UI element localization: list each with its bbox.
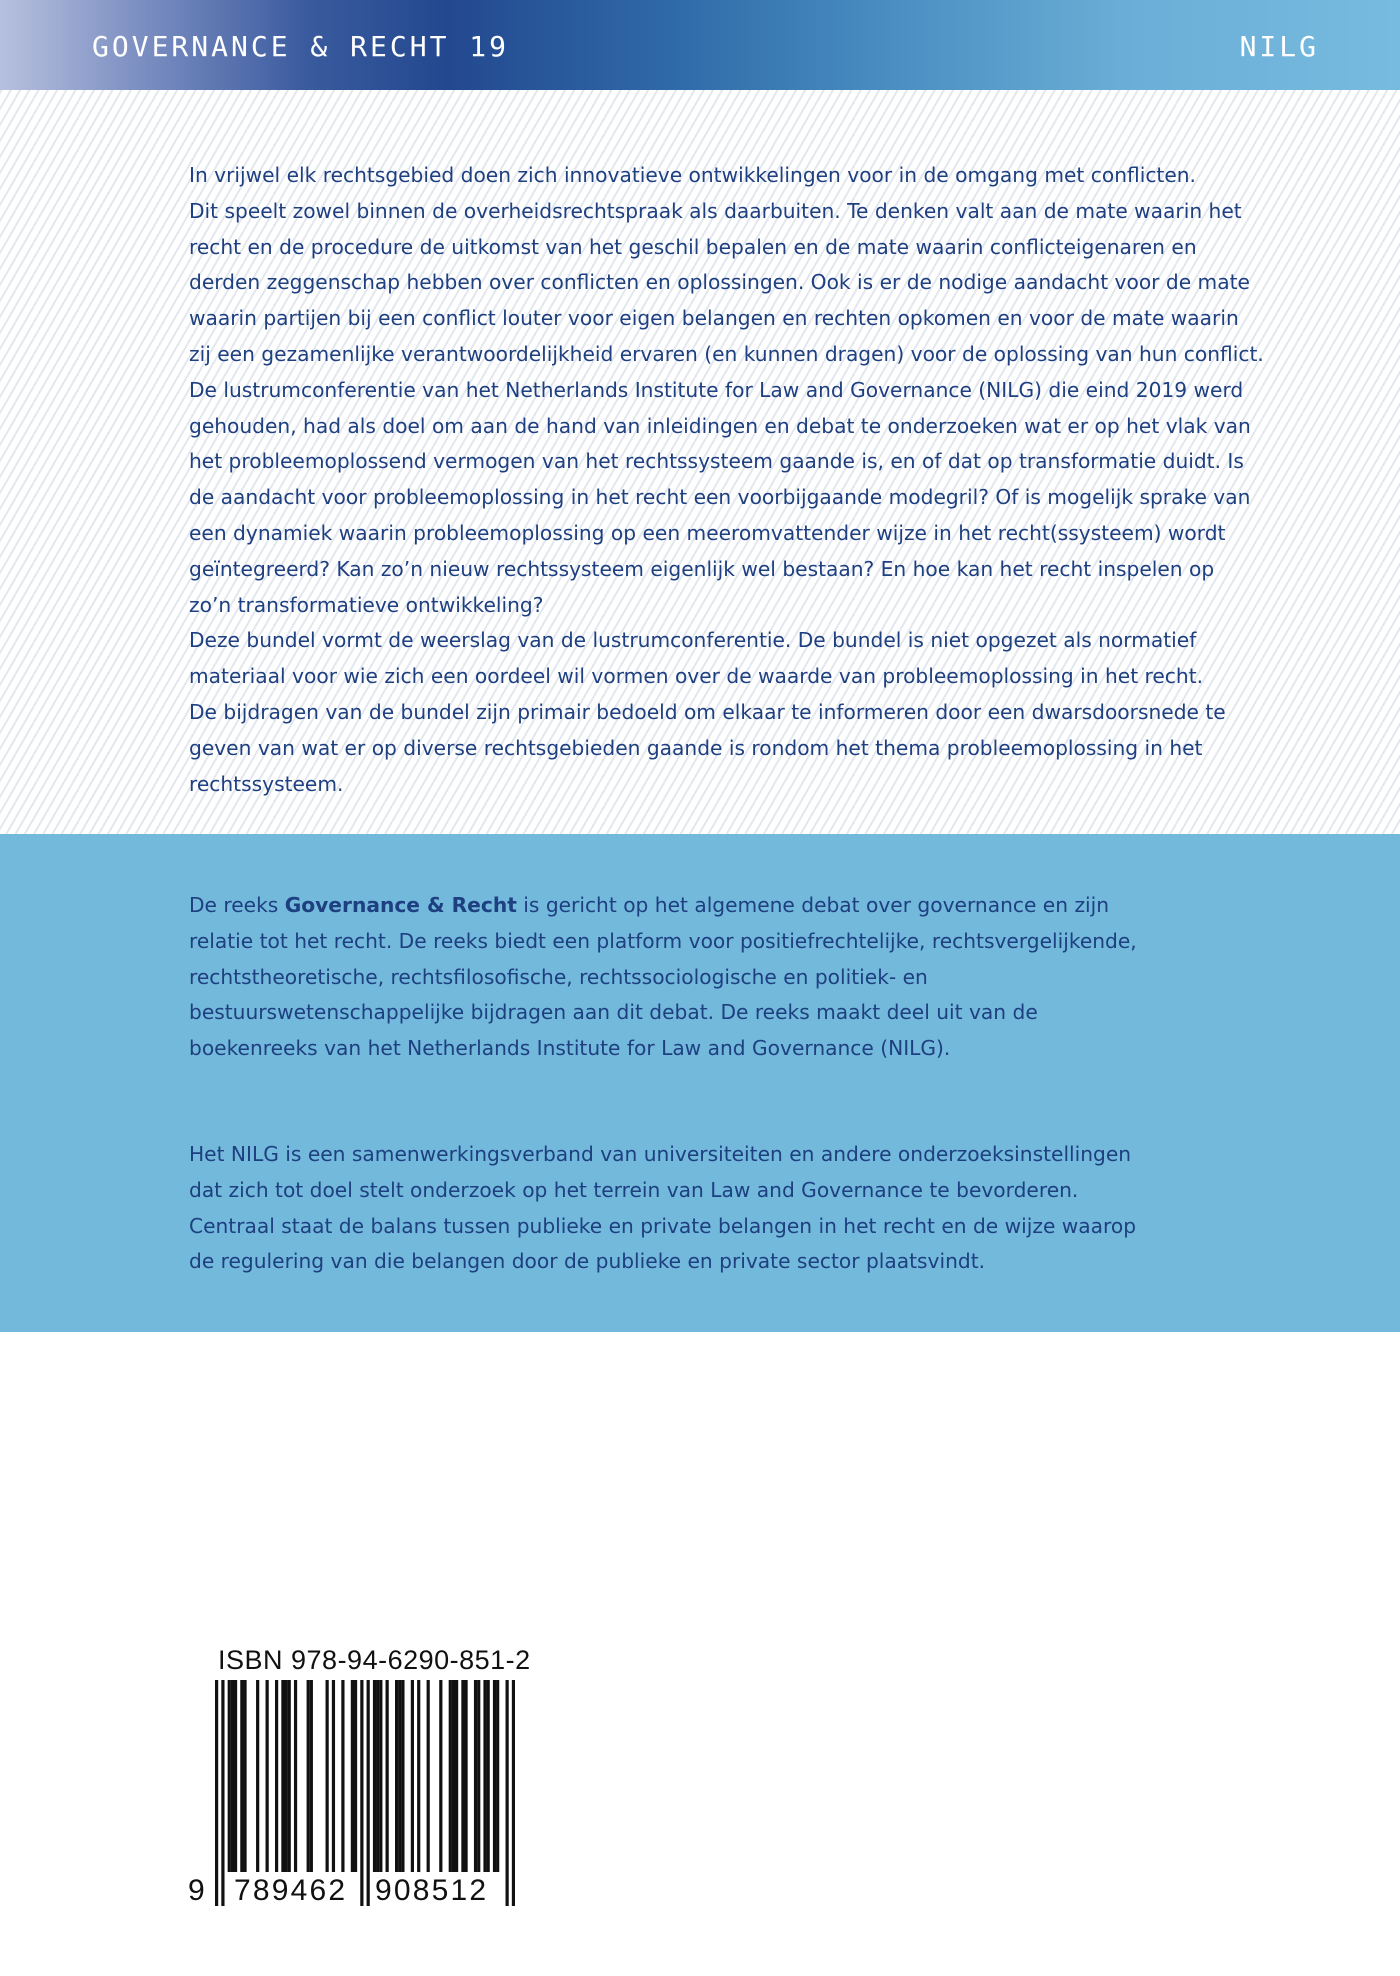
barcode-bar <box>332 1680 335 1872</box>
series-first-line-rest: is gericht op het algemene debat over governance en zijn <box>516 893 1110 917</box>
barcode-bar <box>284 1680 287 1872</box>
intro-line: materiaal voor wie zich een oordeel wil vormen over de waarde van probleemoplossing in het recht. <box>189 664 1204 689</box>
barcode-guard-bar <box>512 1680 515 1906</box>
barcode-right-group: 908512 <box>375 1874 489 1907</box>
barcode-bar <box>401 1680 404 1872</box>
intro-line: waarin partijen bij een conflict louter voor eigen belangen en rechten opkomen en voor de mate waarin <box>189 306 1239 331</box>
nilg-description-line: Centraal staat de balans tussen publieke en private belangen in het recht en de wijze waarop <box>189 1213 1137 1238</box>
isbn-label: ISBN 978-94-6290-851-2 <box>218 1645 531 1675</box>
nilg-description-line: dat zich tot doel stelt onderzoek op het terrein van Law and Governance te bevorderen. <box>189 1177 1079 1202</box>
barcode-bar <box>395 1680 398 1872</box>
barcode-guard-bar <box>221 1680 224 1906</box>
barcode-bar <box>240 1680 243 1872</box>
publisher-brand: NILG <box>1239 30 1319 63</box>
intro-line: Dit speelt zowel binnen de overheidsrechtspraak als daarbuiten. Te denken valt aan de mate waarin het <box>189 198 1242 223</box>
series-description <box>189 888 1189 1067</box>
intro-line: het probleemoplossend vermogen van het rechtssysteem gaande is, en of dat op transformatie duidt. Is <box>189 449 1244 474</box>
barcode-bar <box>281 1680 284 1872</box>
barcode-bar <box>483 1680 486 1872</box>
barcode-guard-bar <box>506 1680 509 1906</box>
barcode-bar <box>266 1680 269 1872</box>
cover-header-bar <box>0 0 1400 90</box>
barcode-bar <box>449 1680 452 1872</box>
barcode-guard-bar <box>367 1680 370 1906</box>
series-name: Governance & Recht <box>284 893 517 917</box>
intro-line: geïntegreerd? Kan zo’n nieuw rechtssysteem eigenlijk wel bestaan? En hoe kan het recht inspelen op <box>189 556 1215 581</box>
barcode-bar <box>477 1680 480 1872</box>
intro-line: De bijdragen van de bundel zijn primair bedoeld om elkaar te informeren door een dwarsdoorsnede te <box>189 699 1226 724</box>
intro-line: gehouden, had als doel om aan de hand van inleidingen en debat te onderzoeken wat er op het vlak van <box>189 413 1251 438</box>
barcode-guard-bar <box>360 1680 363 1906</box>
intro-line: De lustrumconferentie van het Netherlands Institute for Law and Governance (NILG) die eind 2019 werd <box>189 377 1244 402</box>
barcode-bar <box>474 1680 477 1872</box>
barcode-bar <box>351 1680 354 1872</box>
series-title: GOVERNANCE & RECHT 19 <box>92 30 510 63</box>
series-description-line: boekenreeks van het Netherlands Institute for Law and Governance (NILG). <box>189 1036 951 1061</box>
nilg-description <box>189 1137 1189 1280</box>
barcode-bar <box>417 1680 420 1872</box>
intro-line: geven van wat er op diverse rechtsgebieden gaande is rondom het thema probleemoplossing in het <box>189 735 1203 760</box>
barcode-bar <box>398 1680 401 1872</box>
intro-panel <box>0 90 1400 834</box>
barcode-bar <box>379 1680 382 1872</box>
intro-line: Deze bundel vormt de weerslag van de lustrumconferentie. De bundel is niet opgezet als normatief <box>189 628 1197 653</box>
series-prefix: De reeks <box>189 893 285 917</box>
barcode-bar <box>496 1680 499 1872</box>
barcode-guard-bar <box>215 1680 218 1906</box>
intro-line: recht en de procedure de uitkomst van het geschil bepalen en de mate waarin conflicteigenaren en <box>189 234 1197 259</box>
intro-line: zo’n transformatieve ontwikkeling? <box>189 592 544 617</box>
barcode-bar <box>256 1680 259 1872</box>
barcode-bar <box>439 1680 442 1872</box>
barcode-bar <box>310 1680 313 1872</box>
intro-line: de aandacht voor probleemoplossing in het recht een voorbijgaande modegril? Of is mogelijk sprake van <box>189 485 1251 510</box>
barcode-bar <box>294 1680 297 1872</box>
barcode-bar <box>354 1680 357 1872</box>
series-description-line: rechtstheoretische, rechtsfilosofische, rechtssociologische en politiek- en <box>189 964 928 989</box>
barcode-bar <box>411 1680 414 1872</box>
barcode-bar <box>493 1680 496 1872</box>
series-description-line <box>189 888 1189 924</box>
barcode-bar <box>376 1680 379 1872</box>
barcode-first-digit: 9 <box>188 1874 207 1907</box>
barcode-bar <box>427 1680 430 1872</box>
barcode-bar <box>373 1680 376 1872</box>
series-info-panel <box>0 834 1400 1332</box>
barcode-bar <box>231 1680 234 1872</box>
intro-line: een dynamiek waarin probleemoplossing op een meeromvattender wijze in het recht(ssysteem) wordt <box>189 520 1226 545</box>
barcode-bar <box>243 1680 246 1872</box>
nilg-description-line: de regulering van die belangen door de publieke en private sector plaatsvindt. <box>189 1249 986 1274</box>
barcode-bar <box>341 1680 344 1872</box>
barcode-bar <box>234 1680 237 1872</box>
intro-line: derden zeggenschap hebben over conflicten en oplossingen. Ook is er de nodige aandacht voor de mate <box>189 270 1250 295</box>
barcode-bar <box>386 1680 389 1872</box>
barcode-bar <box>228 1680 231 1872</box>
intro-text <box>189 158 1269 802</box>
barcode-bar <box>307 1680 310 1872</box>
intro-line: rechtssysteem. <box>189 771 344 796</box>
series-description-line: bestuurswetenschappelijke bijdragen aan dit debat. De reeks maakt deel uit van de <box>189 1000 1038 1025</box>
intro-line: In vrijwel elk rechtsgebied doen zich innovatieve ontwikkelingen voor in de omgang met conflicten. <box>189 163 1196 187</box>
barcode-bar <box>455 1680 458 1872</box>
barcode-bar <box>326 1680 329 1872</box>
barcode-bar <box>275 1680 278 1872</box>
intro-line: zij een gezamenlijke verantwoordelijkheid ervaren (en kunnen dragen) voor de oplossing van hun conflict. <box>189 341 1264 366</box>
barcode-bar <box>464 1680 467 1872</box>
barcode-bar <box>452 1680 455 1872</box>
barcode-bar <box>288 1680 291 1872</box>
series-description-line: relatie tot het recht. De reeks biedt een platform voor positiefrechtelijke, rechtsvergelijkende, <box>189 928 1137 953</box>
barcode-bar <box>487 1680 490 1872</box>
barcode-bar <box>461 1680 464 1872</box>
barcode-left-group: 789462 <box>234 1874 348 1907</box>
nilg-description-line: Het NILG is een samenwerkingsverband van universiteiten en andere onderzoeksinstellingen <box>189 1142 1132 1166</box>
